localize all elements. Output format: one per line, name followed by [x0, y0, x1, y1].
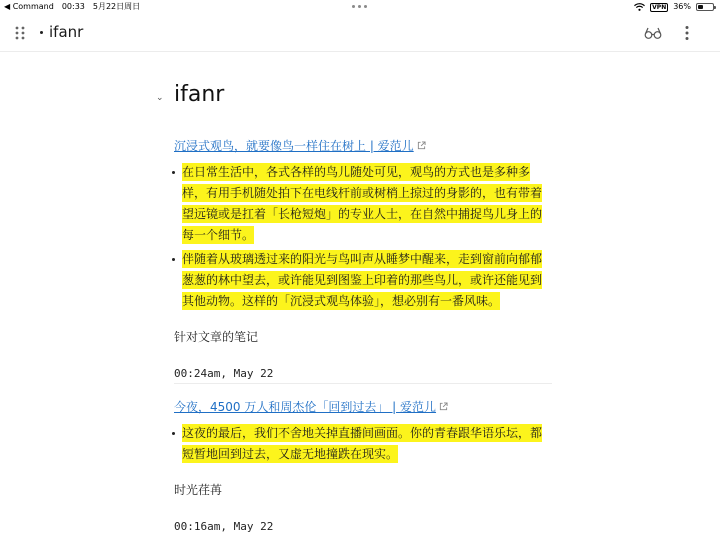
wifi-icon: [634, 3, 645, 11]
bullet-dot-icon: [172, 432, 175, 435]
back-to-app-link[interactable]: ◀ Command: [4, 2, 54, 11]
article-link-text: 今夜，4500 万人和周杰伦「回到过去」 | 爱范儿: [174, 400, 437, 414]
article-entry: [174, 398, 552, 533]
highlight-item[interactable]: [174, 162, 552, 246]
reading-mode-glasses-icon[interactable]: [644, 25, 662, 39]
app-header: [0, 14, 720, 52]
entry-divider: [174, 383, 552, 384]
external-link-icon: [439, 402, 448, 411]
status-time: 00:33: [61, 2, 85, 11]
article-timestamp: 00:24am, May 22: [174, 367, 274, 380]
drag-handle-icon[interactable]: [15, 26, 25, 40]
collapse-chevron-icon[interactable]: ⌄: [156, 93, 164, 103]
vpn-badge: VPN: [652, 3, 667, 11]
highlight-text: 伴随着从玻璃透过来的阳光与鸟叫声从睡梦中醒来，走到窗前向郁郁葱葱的林中望去，或许能见到图鉴上印着的那些鸟儿，或许还能见到其他动物。这样的「沉浸式观鸟体验」，想必别有一番风味。: [182, 252, 543, 308]
highlight-item[interactable]: [174, 249, 552, 312]
article-timestamp: 00:16am, May 22: [174, 520, 274, 533]
article-note[interactable]: 时光荏苒: [174, 483, 223, 497]
highlight-text: 在日常生活中，各式各样的鸟儿随处可见，观鸟的方式也是多种多样，有用手机随处拍下在电线杆前或树梢上掠过的身影的，也有带着望远镜或是扛着「长枪短炮」的专业人士，在自然中捕捉鸟儿身上的每一个细节。: [182, 165, 543, 242]
highlight-item[interactable]: [174, 423, 552, 465]
status-date: 5月22日周日: [92, 2, 141, 11]
battery-fill: [698, 5, 703, 9]
highlight-text: 这夜的最后，我们不舍地关掉直播间画面。你的青春跟华语乐坛，都短暂地回到过去，又虚无地撞跌在现实。: [182, 426, 543, 461]
battery-icon: [696, 3, 714, 11]
document-content: [0, 52, 720, 540]
highlight-list: [174, 162, 552, 312]
article-link[interactable]: [174, 137, 552, 154]
breadcrumb-bullet-icon: [40, 31, 43, 34]
external-link-icon: [417, 141, 426, 150]
bullet-dot-icon: [172, 258, 175, 261]
article-link[interactable]: [174, 398, 552, 415]
page-title: ifanr: [174, 82, 225, 107]
multitasking-dots-icon[interactable]: [352, 5, 367, 8]
article-note[interactable]: 针对文章的笔记: [174, 330, 259, 344]
highlight-list: [174, 423, 552, 465]
breadcrumb-title: ifanr: [49, 23, 84, 41]
bullet-dot-icon: [172, 171, 175, 174]
article-entry: [174, 137, 552, 380]
breadcrumb[interactable]: [40, 23, 83, 41]
more-options-icon[interactable]: [680, 24, 694, 42]
battery-percent: 36%: [673, 2, 691, 11]
status-bar: [0, 0, 720, 14]
article-link-text: 沉浸式观鸟，就要像鸟一样住在树上 | 爱范儿: [174, 139, 414, 153]
